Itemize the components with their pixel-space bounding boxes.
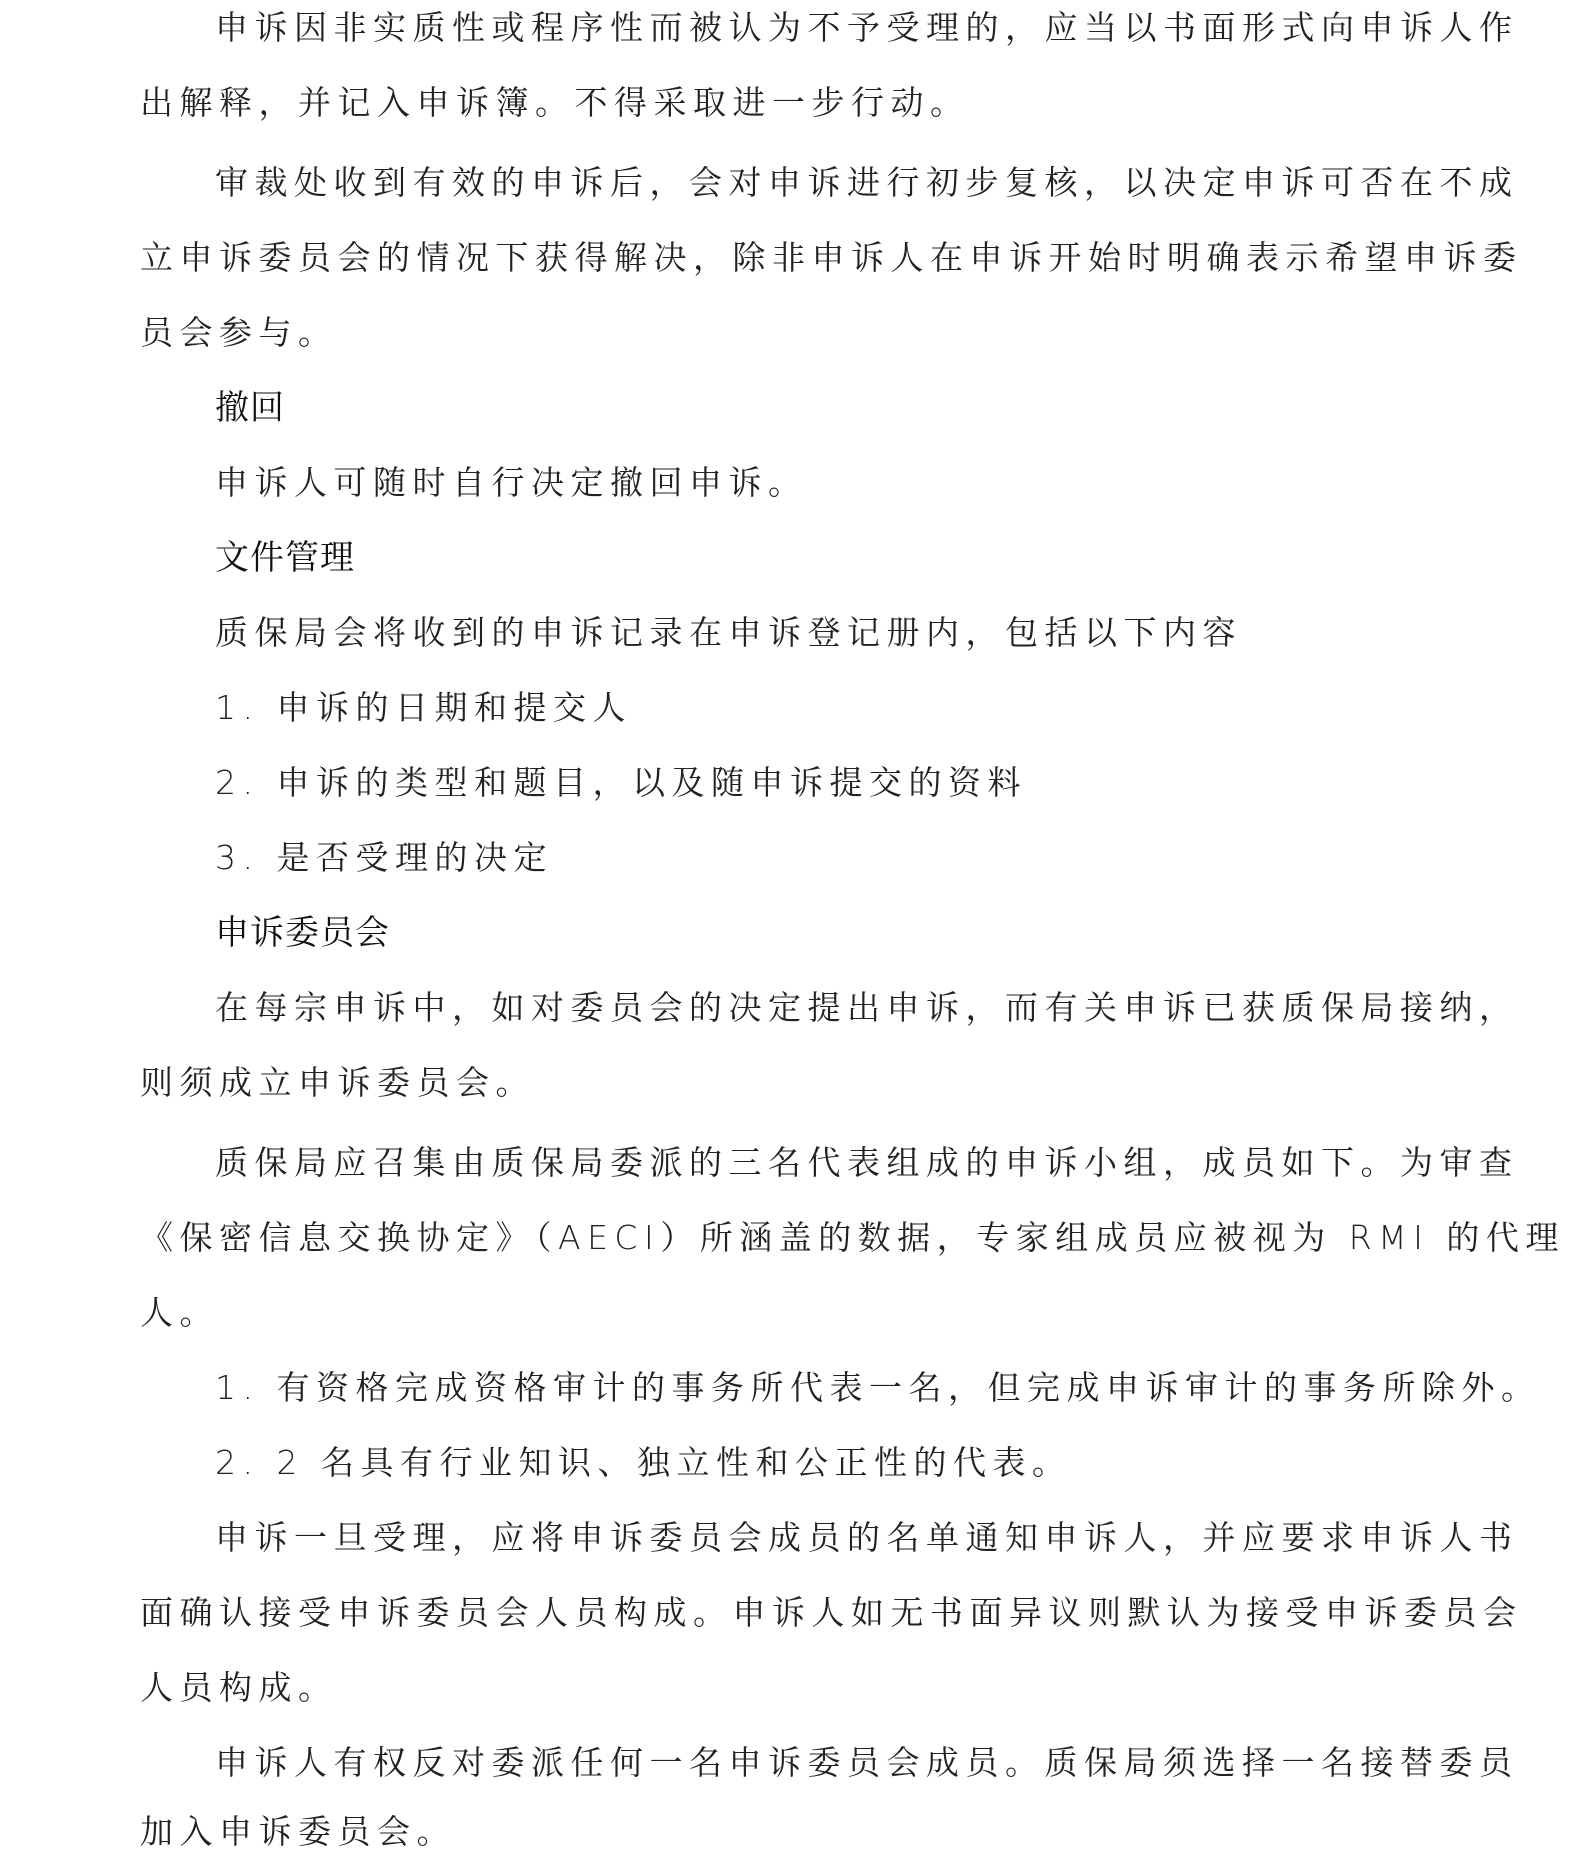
paragraph-line: 员会参与。 bbox=[140, 313, 338, 352]
paragraph-line: 则须成立申诉委员会。 bbox=[140, 1063, 535, 1102]
section-heading-withdrawal: 撤回 bbox=[215, 388, 285, 428]
paragraph-line: 立申诉委员会的情况下获得解决，除非申诉人在申诉开始时明确表示希望申诉委 bbox=[140, 238, 1523, 277]
paragraph-line: 加入申诉委员会。 bbox=[140, 1812, 456, 1851]
paragraph-line: 面确认接受申诉委员会人员构成。申诉人如无书面异议则默认为接受申诉委员会 bbox=[140, 1593, 1523, 1632]
paragraph-line: 申诉人有权反对委派任何一名申诉委员会成员。质保局须选择一名接替委员 bbox=[215, 1743, 1519, 1782]
paragraph-line: 审裁处收到有效的申诉后，会对申诉进行初步复核，以决定申诉可否在不成 bbox=[215, 163, 1519, 202]
paragraph-line: 在每宗申诉中，如对委员会的决定提出申诉，而有关申诉已获质保局接纳， bbox=[215, 988, 1519, 1027]
list-item: 2. 2 名具有行业知识、独立性和公正性的代表。 bbox=[215, 1443, 1072, 1482]
list-item: 1. 申诉的日期和提交人 bbox=[215, 688, 632, 727]
section-heading-file-management: 文件管理 bbox=[215, 538, 355, 578]
paragraph-line: 申诉因非实质性或程序性而被认为不予受理的，应当以书面形式向申诉人作 bbox=[215, 8, 1519, 47]
paragraph-line: 人员构成。 bbox=[140, 1668, 338, 1707]
paragraph-line: 人。 bbox=[140, 1293, 219, 1332]
paragraph-line: 出解释，并记入申诉簿。不得采取进一步行动。 bbox=[140, 83, 970, 122]
paragraph-line: 申诉人可随时自行决定撤回申诉。 bbox=[215, 463, 808, 502]
list-item: 1. 有资格完成资格审计的事务所代表一名，但完成申诉审计的事务所除外。 bbox=[215, 1368, 1541, 1407]
list-item: 3. 是否受理的决定 bbox=[215, 838, 553, 877]
section-heading-committee: 申诉委员会 bbox=[215, 913, 390, 953]
paragraph-line: 质保局应召集由质保局委派的三名代表组成的申诉小组，成员如下。为审查 bbox=[215, 1143, 1519, 1182]
paragraph-line: 《保密信息交换协定》（AECI）所涵盖的数据，专家组成员应被视为 RMI 的代理 bbox=[140, 1218, 1565, 1257]
list-item: 2. 申诉的类型和题目，以及随申诉提交的资料 bbox=[215, 763, 1027, 802]
paragraph-line: 申诉一旦受理，应将申诉委员会成员的名单通知申诉人，并应要求申诉人书 bbox=[215, 1518, 1519, 1557]
paragraph-line: 质保局会将收到的申诉记录在申诉登记册内，包括以下内容 bbox=[215, 613, 1242, 652]
